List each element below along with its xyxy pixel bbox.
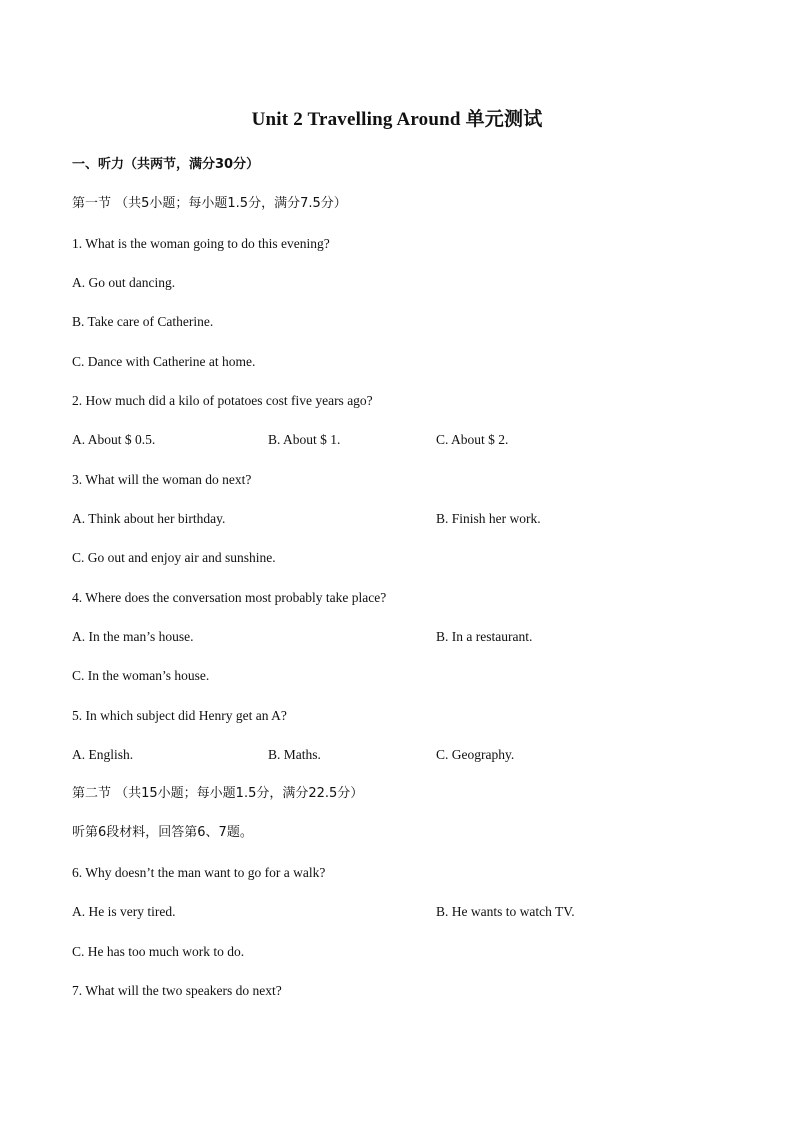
question-1-option-c: C. Dance with Catherine at home.	[72, 354, 256, 369]
question-2-stem: 2. How much did a kilo of potatoes cost five years ago?	[72, 393, 373, 408]
question-2-option-b: B. About $ 1.	[268, 432, 341, 447]
question-5-option-a: A. English.	[72, 747, 134, 762]
instruction-6-7: 听第6段材料，回答第6、7题。	[72, 825, 253, 840]
question-5-option-c: C. Geography.	[436, 747, 515, 762]
question-6-option-a: A. He is very tired.	[72, 904, 176, 919]
question-4-option-b: B. In a restaurant.	[436, 629, 533, 644]
question-1-option-b: B. Take care of Catherine.	[72, 314, 214, 329]
page-title: Unit 2 Travelling Around 单元测试	[251, 109, 543, 130]
question-2-option-a: A. About $ 0.5.	[72, 432, 156, 447]
question-6-option-b: B. He wants to watch TV.	[436, 904, 575, 919]
question-6-option-c: C. He has too much work to do.	[72, 944, 245, 959]
question-4-option-a: A. In the man’s house.	[72, 629, 194, 644]
part1-heading: 一、听力（共两节，满分30分）	[72, 157, 260, 172]
question-6-stem: 6. Why doesn’t the man want to go for a walk?	[72, 865, 326, 880]
question-3-option-a: A. Think about her birthday.	[72, 511, 226, 526]
question-5-option-b: B. Maths.	[268, 747, 321, 762]
question-1-stem: 1. What is the woman going to do this evening?	[72, 236, 330, 251]
question-4-option-c: C. In the woman’s house.	[72, 668, 210, 683]
question-2-option-c: C. About $ 2.	[436, 432, 509, 447]
section1-heading: 第一节 （共5小题；每小题1.5分，满分7.5分）	[72, 196, 347, 211]
question-3-option-b: B. Finish her work.	[436, 511, 541, 526]
question-3-stem: 3. What will the woman do next?	[72, 472, 252, 487]
question-4-stem: 4. Where does the conversation most probably take place?	[72, 590, 387, 605]
question-5-stem: 5. In which subject did Henry get an A?	[72, 708, 287, 723]
question-1-option-a: A. Go out dancing.	[72, 275, 176, 290]
section2-heading: 第二节 （共15小题；每小题1.5分，满分22.5分）	[72, 786, 364, 801]
question-3-option-c: C. Go out and enjoy air and sunshine.	[72, 550, 276, 565]
question-7-stem: 7. What will the two speakers do next?	[72, 983, 282, 998]
